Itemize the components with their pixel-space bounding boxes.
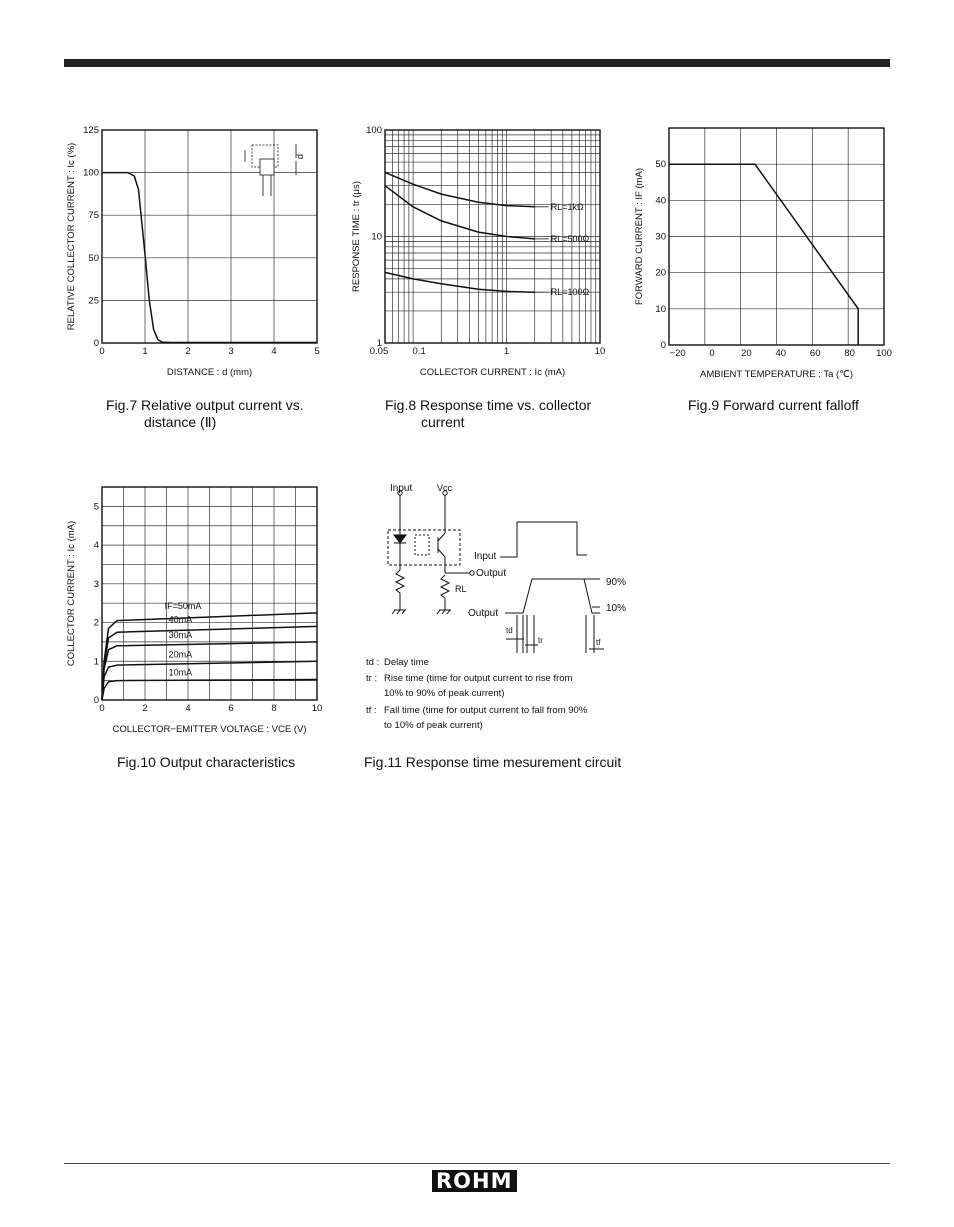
fig8-ytick-label: 100 (366, 125, 382, 136)
figure-9-chart (628, 118, 898, 380)
note-tr-text-cont: 10% to 90% of peak current) (384, 688, 505, 699)
fig7-ytick-label: 25 (88, 295, 99, 307)
fig7-grid (102, 130, 317, 343)
waveform-input-label: Input (474, 551, 497, 562)
fig10-xlabel: COLLECTOR−EMITTER VOLTAGE : VCE (V) (112, 724, 307, 735)
fig10-xtick-label: 2 (142, 703, 148, 714)
fig10-ytick-label: 0 (93, 695, 99, 706)
figure-8-caption-line1: Fig.8 Response time vs. collector (385, 397, 592, 413)
fig7-xtick-label: 0 (99, 346, 105, 357)
fig9-grid (669, 128, 884, 345)
output-terminal-label: Output (476, 568, 507, 579)
fig8-series-line-2 (385, 272, 535, 292)
fig8-ylabel: RESPONSE TIME : tr (μs) (351, 181, 362, 292)
fig10-series-label-1: 40mA (168, 614, 193, 625)
fig8-xtick-label: 1 (503, 346, 510, 357)
note-td-text: Delay time (384, 657, 429, 668)
figure-11-diagram (360, 475, 650, 745)
fig7-ytick-label: 100 (83, 167, 99, 179)
fig10-series-label-4: 10mA (168, 667, 193, 678)
vcc-terminal-label: Vcc (437, 483, 453, 493)
note-tr-symbol: tr : (366, 673, 378, 684)
note-tr-text: Rise time (time for output current to rise from (384, 673, 573, 684)
note-tf-text-cont: to 10% of peak current) (384, 720, 483, 731)
fig7-xtick-label: 3 (228, 346, 234, 357)
fig10-grid (102, 487, 317, 700)
fig7-ytick-label: 125 (83, 125, 99, 136)
fig8-series-line-1 (385, 186, 535, 239)
fig8-ytick-label: 10 (371, 231, 382, 243)
input-terminal-label: Input (390, 483, 413, 494)
figure-10-chart (60, 475, 330, 745)
fig9-ytick-label: 50 (655, 159, 666, 171)
fig10-xtick-label: 4 (185, 703, 191, 714)
rise-time-marker: tr (538, 636, 543, 645)
fig8-ytick-label: 1 (376, 338, 382, 349)
fig7-xtick-label: 2 (185, 346, 191, 357)
level-90-label: 90% (606, 577, 627, 588)
figure-7-caption (106, 397, 304, 431)
fig10-xtick-label: 10 (311, 703, 323, 714)
figure-7-caption-line2: distance (Ⅱ) (144, 414, 217, 430)
load-resistor-label: RL (455, 584, 467, 594)
figure-7-caption-line1: Fig.7 Relative output current vs. (106, 397, 304, 413)
fig9-xtick-label: 80 (844, 348, 855, 359)
fig9-ytick-label: 30 (655, 231, 666, 243)
fig9-xlabel: AMBIENT TEMPERATURE : Ta (℃) (699, 369, 854, 380)
fig7-xtick-label: 4 (271, 346, 277, 357)
fig10-xtick-label: 0 (99, 703, 105, 714)
figure-8-caption-line2: current (421, 414, 465, 430)
fig10-ylabel: COLLECTOR CURRENT : Ic (mA) (66, 520, 77, 667)
fig9-ytick-label: 20 (655, 267, 666, 279)
fig7-ytick-label: 50 (88, 252, 99, 264)
fig10-ytick-label: 5 (93, 501, 99, 513)
fig9-xtick-label: 0 (709, 348, 715, 359)
fig9-ylabel: FORWARD CURRENT : IF (mA) (634, 167, 645, 306)
fig10-ytick-label: 2 (93, 617, 99, 629)
fig7-inset-sensor-body (260, 159, 274, 175)
header-rule (64, 59, 890, 67)
delay-time-marker: td (506, 626, 513, 635)
fig9-xtick-label: 60 (809, 348, 821, 359)
fig10-ytick-label: 4 (93, 540, 99, 552)
fig10-series-label-3: 20mA (168, 649, 193, 660)
fig8-xlabel: COLLECTOR CURRENT : Ic (mA) (419, 367, 566, 378)
fig8-series-label-0: RL=1kΩ (550, 201, 584, 212)
fig8-xtick-label: 10 (594, 346, 606, 357)
fig8-xtick-label: 0.1 (412, 346, 426, 357)
fig9-ytick-label: 10 (655, 303, 666, 315)
fig9-xtick-label: 20 (741, 348, 752, 359)
fig10-series-label-0: IF=50mA (164, 600, 202, 611)
note-td-symbol: td : (366, 657, 380, 668)
figure-8-chart (345, 118, 615, 380)
fig7-sensor-inset (245, 144, 296, 196)
footer-rule (64, 1163, 890, 1164)
note-tf-text: Fall time (time for output current to fall from 90% (384, 705, 588, 716)
fig7-xtick-label: 5 (314, 346, 320, 357)
fig10-xtick-label: 8 (271, 703, 277, 714)
fig7-ylabel: RELATIVE COLLECTOR CURRENT : Ic (%) (66, 142, 77, 331)
fig7-inset-d-label: d (295, 153, 305, 159)
figure-9-caption: Fig.9 Forward current falloff (688, 397, 859, 413)
figure-7-chart (60, 118, 330, 380)
fig9-xtick-label: −20 (669, 348, 686, 359)
fig9-xtick-label: 100 (876, 348, 892, 359)
figure-11-caption: Fig.11 Response time mesurement circuit (364, 754, 622, 770)
fig10-ytick-label: 1 (93, 656, 99, 668)
fig7-xlabel: DISTANCE : d (mm) (166, 367, 253, 378)
fig9-ytick-label: 0 (660, 340, 666, 351)
fig7-ytick-label: 75 (88, 210, 99, 222)
fig7-plot-frame (102, 130, 317, 343)
rohm-logo: ROHM (432, 1170, 517, 1192)
note-tf-symbol: tf : (366, 705, 377, 716)
fig10-series-label-2: 30mA (168, 629, 193, 640)
fig8-series-label-1: RL=500Ω (550, 233, 590, 244)
fig9-xtick-label: 40 (775, 348, 787, 359)
fall-time-marker: tf (596, 638, 601, 647)
waveform-output-label: Output (468, 608, 499, 619)
figure-10-caption: Fig.10 Output characteristics (117, 754, 296, 770)
fig8-xtick-label: 0.05 (369, 346, 389, 357)
fig9-ytick-label: 40 (655, 195, 666, 207)
level-10-label: 10% (606, 603, 627, 614)
figure-8-caption (385, 397, 591, 431)
fig7-ytick-label: 0 (93, 338, 99, 349)
fig7-xtick-label: 1 (142, 346, 148, 357)
fig10-ytick-label: 3 (93, 578, 99, 590)
fig10-xtick-label: 6 (228, 703, 234, 714)
fig8-series-label-2: RL=100Ω (550, 287, 590, 298)
fig9-series-line-0 (669, 164, 858, 345)
